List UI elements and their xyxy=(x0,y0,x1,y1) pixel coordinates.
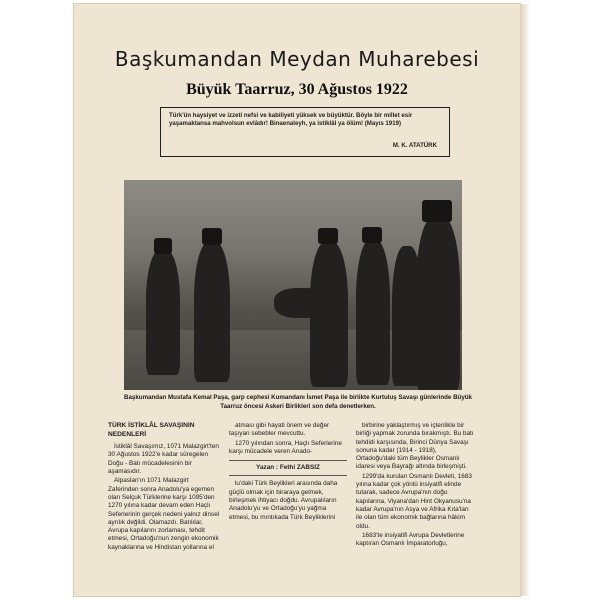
paragraph: 1299'da kurulan Osmanlı Devleti, 1683 yılına kadar çok yönlü insiyatifi elinde tutarak, sadece Avrupa'nın doğu kapılarına, Viyana'dan Hint Okyanusu'na kadar Avrupa'nın Asya ve Afrika Kıta'ları ile olan tüm ekonomik bağlarına hâkim oldu. xyxy=(356,472,472,530)
historical-photo xyxy=(124,180,462,390)
article-column-3 xyxy=(356,422,474,549)
article-column-1 xyxy=(108,422,220,553)
page-edge xyxy=(520,4,530,596)
article-column-2 xyxy=(229,422,347,523)
quote-signature: M. K. ATATÜRK xyxy=(392,141,437,149)
paragraph: 1683'te insiyatifi Avrupa Devletlerine kaptıran Osmanlı İmparatorluğu, xyxy=(356,531,465,548)
paragraph: Alpaslan'ın 1071 Malazgirt Zaferinden sonra Anadolu'ya egemen olan Selçuk Türklerine karşı 1095'den 1270 yılına kadar devam eden Haçlı Seferlerinin gerçek nedeni yalnız dinsel ayrılık değildi. Olamazdı. Batılılar, Avrupa kapılarını zorlaması, tehdit etmesi, Ortadoğu'nun zengin ekonomik kaynaklarına ve Hindistan yollarına el xyxy=(108,477,220,551)
photo-figure xyxy=(194,242,230,382)
page-subtitle: Büyük Taarruz, 30 Ağustos 1922 xyxy=(186,81,408,98)
photo-caption: Başkumandan Mustafa Kemal Paşa, garp cephesi Kumandanı İsmet Paşa ile birlikte Kurtuluş Savaşı günlerinde Büyük Taarruz öncesi Askeri Birlikleri son defa denetlerken. xyxy=(124,394,472,410)
quote-box xyxy=(160,107,450,157)
photo-figure xyxy=(310,242,348,387)
paragraph: lu'daki Türk Beylikleri arasında daha güçlü olmak için biraraya gelmek, birleşmek ihtiyacı doğdu. Avrupalıların Anadolu'yu ve Ortadoğu'yu yağma etmesi, bu mıntıkada Türk Beyliklerini xyxy=(229,480,338,521)
photo-figure-hat xyxy=(422,200,452,222)
paragraph: İstiklâl Savaşımız, 1071 Malazgirt'ten 30 Ağustos 1922'e kadar süregelen Doğu - Batı mücadelesinin bir aşamasıdır. xyxy=(108,443,219,476)
photo-figure xyxy=(416,216,460,390)
photo-figure-hat xyxy=(362,227,382,243)
article-heading: TÜRK İSTİKLÂL SAVAŞININ NEDENLERİ xyxy=(108,422,195,438)
paragraph: 1270 yılından sonra, Haçlı Seferlerine karşı mücadele veren Anado- xyxy=(229,439,342,455)
photo-figure xyxy=(146,250,180,375)
photo-figure-hat xyxy=(154,238,172,254)
paragraph: atması gibi hayati önem ve değer taşıyan sebebler mevcuttu. xyxy=(229,422,330,438)
quote-text: Türk'ün haysiyet ve izzeti nefsi ve kabiliyeti yüksek ve büyüktür. Böyle bir millet esir yaşamaktansa mahvolsun evlâdır! Binaenaleyh, ya istiklâl ya ölüm! (Mayıs 1919) xyxy=(169,112,413,128)
author-byline: Yazan : Fethi ZABSIZ xyxy=(229,460,347,476)
photo-figure xyxy=(356,240,390,385)
paragraph: birbirine yaklaştırmış ve içtenlikle bir birliği yapmak zorunda bırakmıştı. Bu batı tehdidi karşısında, Birinci Dünya Savaşı sonuna kadar (1914 - 1918), Ortadoğu'daki tüm Beylikler Osmanlı idaresi veya Bayrağı altında birleşmişti. xyxy=(356,422,474,471)
photo-figure-hat xyxy=(202,228,222,245)
magazine-page xyxy=(74,4,520,596)
page-title: Başkumandan Meydan Muharebesi xyxy=(114,47,480,71)
photo-figure-hat xyxy=(318,228,338,244)
